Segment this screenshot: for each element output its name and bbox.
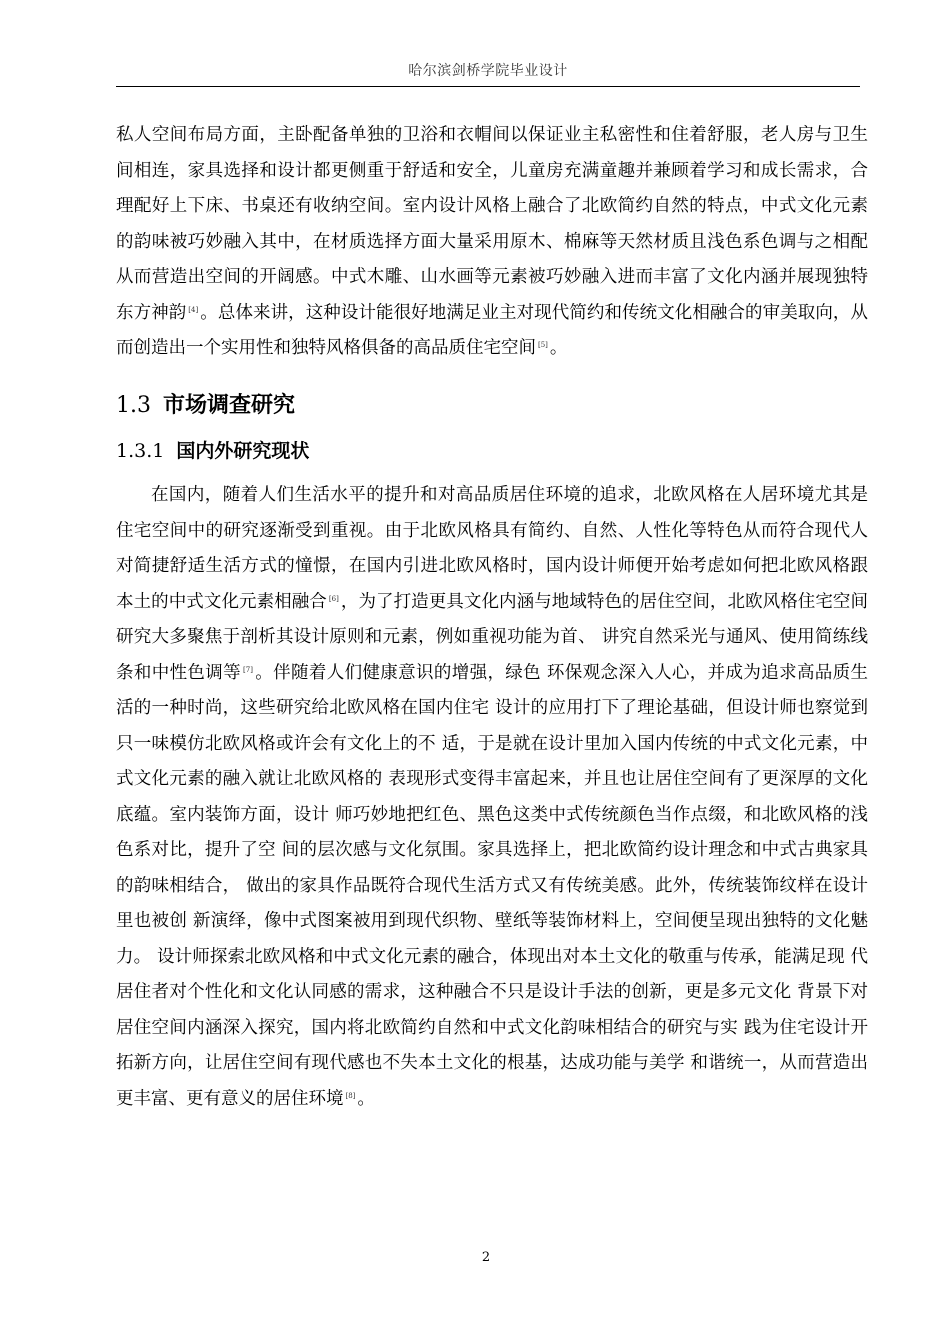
page-number: 2 xyxy=(481,1250,491,1265)
citation-marker: [7] xyxy=(243,665,253,674)
paragraph-text: 。 xyxy=(357,1088,375,1109)
paragraph-text: 。 xyxy=(549,338,568,358)
paragraph-text: 在国内，随着人们生活水平的提升和对高品质居住环境的追求，北欧风格在人居环境尤其是住宅空间中的研究逐渐受到重视。由于北欧风格具有简约、自然、人性化等特色从而符合现代人对简捷舒适生活方式的憧憬，在国内引进北欧风格时，国内设计师便开始考虑如何把北欧风格跟本土的中式文化元素相融合 xyxy=(116,485,868,612)
paragraph-text: 。伴随着人们健康意识的增强，绿色 环保观念深入人心，并成为追求高品质生活的一种时尚，这些研究给北欧风格在国内住宅 设计的应用打下了理论基础，但设计师也察觉到只一味模仿北欧风格或许会有文化上的不 适，于是就在设计里加入国内传统的中式文化元素，中式文化元素的融入就让北欧风格的 表现形式变得丰富起来，并且也让居住空间有了更深厚的文化底蕴。室内装饰方面，设计 师巧妙地把红色、黑色这类中式传统颜色当作点缀，和北欧风格的浅色系对比，提升了空 间的层次感与文化氛围。家具选择上，把北欧简约设计理念和中式古典家具的韵味相结合， 做出的家具作品既符合现代生活方式又有传统美感。此外，传统装饰纹样在设计里也被创 新演绎，像中式图案被用到现代织物、壁纸等装饰材料上，空间便呈现出独特的文化魅力。 设计师探索北欧风格和中式文化元素的融合，体现出对本土文化的敬重与传承，能满足现 代居住者对个性化和文化认同感的需求，这种融合不只是设计手法的创新，更是多元文化 背景下对居住空间内涵深入探究，国内将北欧简约自然和中式文化韵味相结合的研究与实 践为住宅设计开拓新方向，让居住空间有现代感也不失本土文化的根基，达成功能与美学 和谐统一，从而营造出更丰富、更有意义的居住环境 xyxy=(116,662,869,1109)
body-paragraph-1 xyxy=(116,118,868,367)
paragraph-text: 私人空间布局方面，主卧配备单独的卫浴和衣帽间以保证业主私密性和住着舒服，老人房与卫生间相连，家具选择和设计都更侧重于舒适和安全，儿童房充满童趣并兼顾着学习和成长需求，合理配好上下床、书桌还有收纳空间。室内设计风格上融合了北欧简约自然的特点，中式文化元素的韵味被巧妙融入其中，在材质选择方面大量采用原木、棉麻等天然材质且浅色系色调与之相配从而营造出空间的开阔感。中式木雕、山水画等元素被巧妙融入进而丰富了文化内涵并展现独特东方神韵 xyxy=(116,125,868,323)
section-number: 1.3.1 xyxy=(116,440,165,462)
paragraph-text: ，为了打造更具文化内涵与地域特色的居住空间，北欧风格住宅空间研究大多聚焦于剖析其设计原则和元素，例如重视功能为首、 讲究自然采光与通风、使用简练线条和中性色调等 xyxy=(116,591,869,683)
paragraph-text: 。总体来讲，这种设计能很好地满足业主对现代简约和传统文化相融合的审美取向，从而创造出一个实用性和独特风格俱备的高品质住宅空间 xyxy=(116,302,869,358)
section-title: 市场调查研究 xyxy=(163,393,296,418)
citation-marker: [8] xyxy=(345,1091,356,1100)
section-number: 1.3 xyxy=(116,393,151,418)
citation-marker: [5] xyxy=(538,341,548,349)
header-divider xyxy=(116,86,860,87)
body-paragraph-2 xyxy=(116,478,868,1117)
section-heading-1-3-1 xyxy=(116,436,309,463)
section-title: 国内外研究现状 xyxy=(176,440,310,462)
citation-marker: [6] xyxy=(328,594,339,603)
page-header: 哈尔滨剑桥学院毕业设计 xyxy=(408,63,568,79)
section-heading-1-3 xyxy=(116,388,295,419)
citation-marker: [4] xyxy=(188,305,199,314)
